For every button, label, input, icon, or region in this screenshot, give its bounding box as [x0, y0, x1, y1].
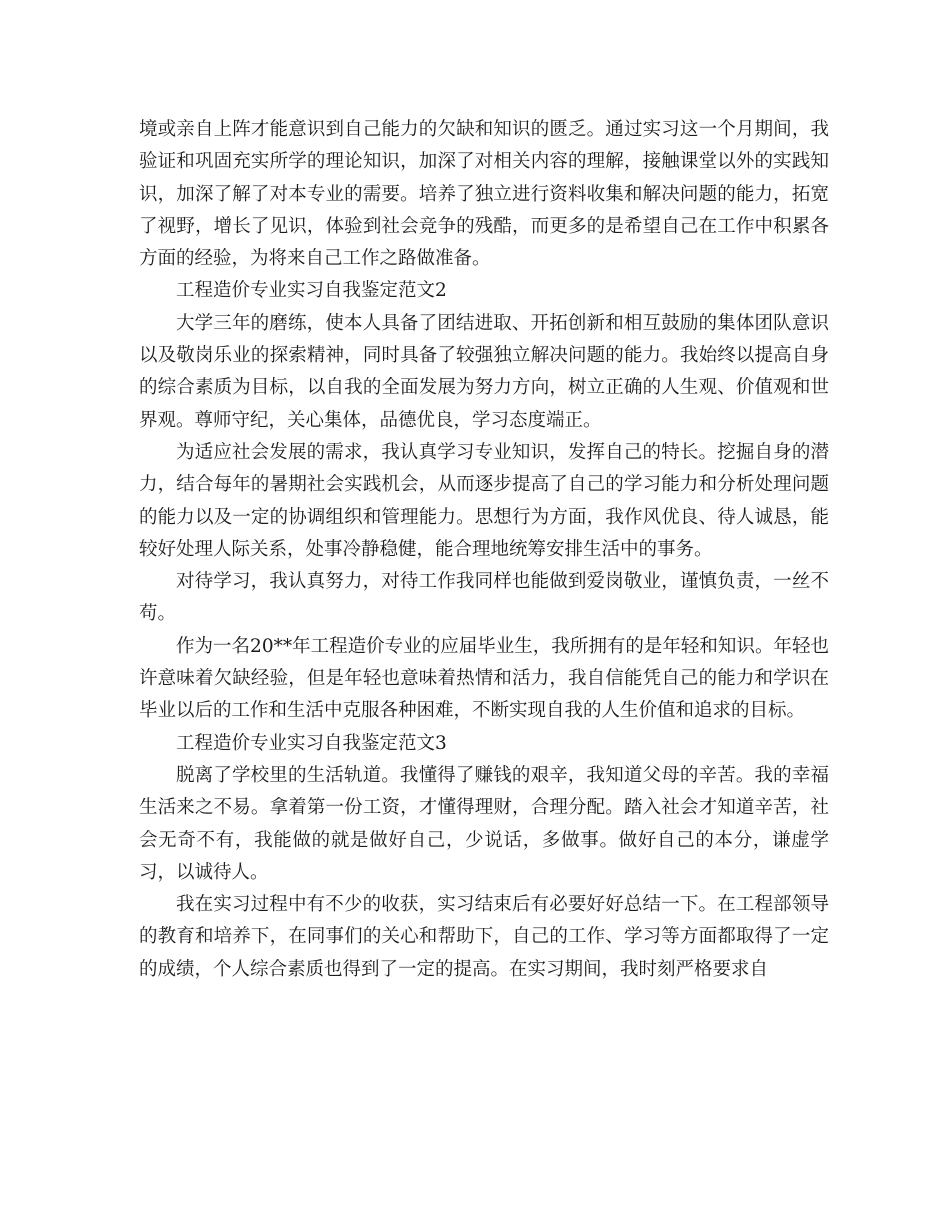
- paragraph: 为适应社会发展的需求，我认真学习专业知识，发挥自己的特长。挖掘自身的潜力，结合每年的暑期社会实践机会，从而逐步提高了自己的学习能力和分析处理问题的能力以及一定的协调组织和管理能力。思想行为方面，我作风优良、待人诚恳，能较好处理人际关系，处事冷静稳健，能合理地统筹安排生活中的事务。: [139, 441, 829, 560]
- section-heading-3: 工程造价专业实习自我鉴定范文3: [176, 732, 447, 754]
- paragraph: 脱离了学校里的生活轨道。我懂得了赚钱的艰辛，我知道父母的辛苦。我的幸福生活来之不易。拿着第一份工资，才懂得理财，合理分配。踏入社会才知道辛苦，社会无奇不有，我能做的就是做好自己，少说话，多做事。做好自己的本分，谦虚学习，以诚待人。: [139, 764, 829, 883]
- paragraph: 对待学习，我认真努力，对待工作我同样也能做到爱岗敬业，谨慎负责，一丝不苟。: [139, 571, 829, 625]
- paragraph: 大学三年的磨练，使本人具备了团结进取、开拓创新和相互鼓励的集体团队意识以及敬岗乐业的探索精神，同时具备了较强独立解决问题的能力。我始终以提高自身的综合素质为目标，以自我的全面发展为努力方向，树立正确的人生观、价值观和世界观。尊师守纪，关心集体，品德优良，学习态度端正。: [139, 312, 829, 431]
- paragraph: 作为一名20**年工程造价专业的应届毕业生，我所拥有的是年轻和知识。年轻也许意味着欠缺经验，但是年轻也意味着热情和活力，我自信能凭自己的能力和学识在毕业以后的工作和生活中克服各种困难，不断实现自我的人生价值和追求的目标。: [139, 635, 829, 722]
- section-heading-2: 工程造价专业实习自我鉴定范文2: [176, 280, 447, 302]
- paragraph-intro-continuation: 境或亲自上阵才能意识到自己能力的欠缺和知识的匮乏。通过实习这一个月期间，我验证和巩固充实所学的理论知识，加深了对相关内容的理解，接触课堂以外的实践知识，加深了解了对本专业的需要。培养了独立进行资料收集和解决问题的能力，拓宽了视野，增长了见识，体验到社会竞争的残酷，而更多的是希望自己在工作中积累各方面的经验，为将来自己工作之路做准备。: [139, 119, 829, 270]
- document-body: [139, 114, 829, 986]
- paragraph: 我在实习过程中有不少的收获，实习结束后有必要好好总结一下。在工程部领导的教育和培养下，在同事们的关心和帮助下，自己的工作、学习等方面都取得了一定的成绩，个人综合素质也得到了一定的提高。在实习期间，我时刻严格要求自: [139, 894, 829, 980]
